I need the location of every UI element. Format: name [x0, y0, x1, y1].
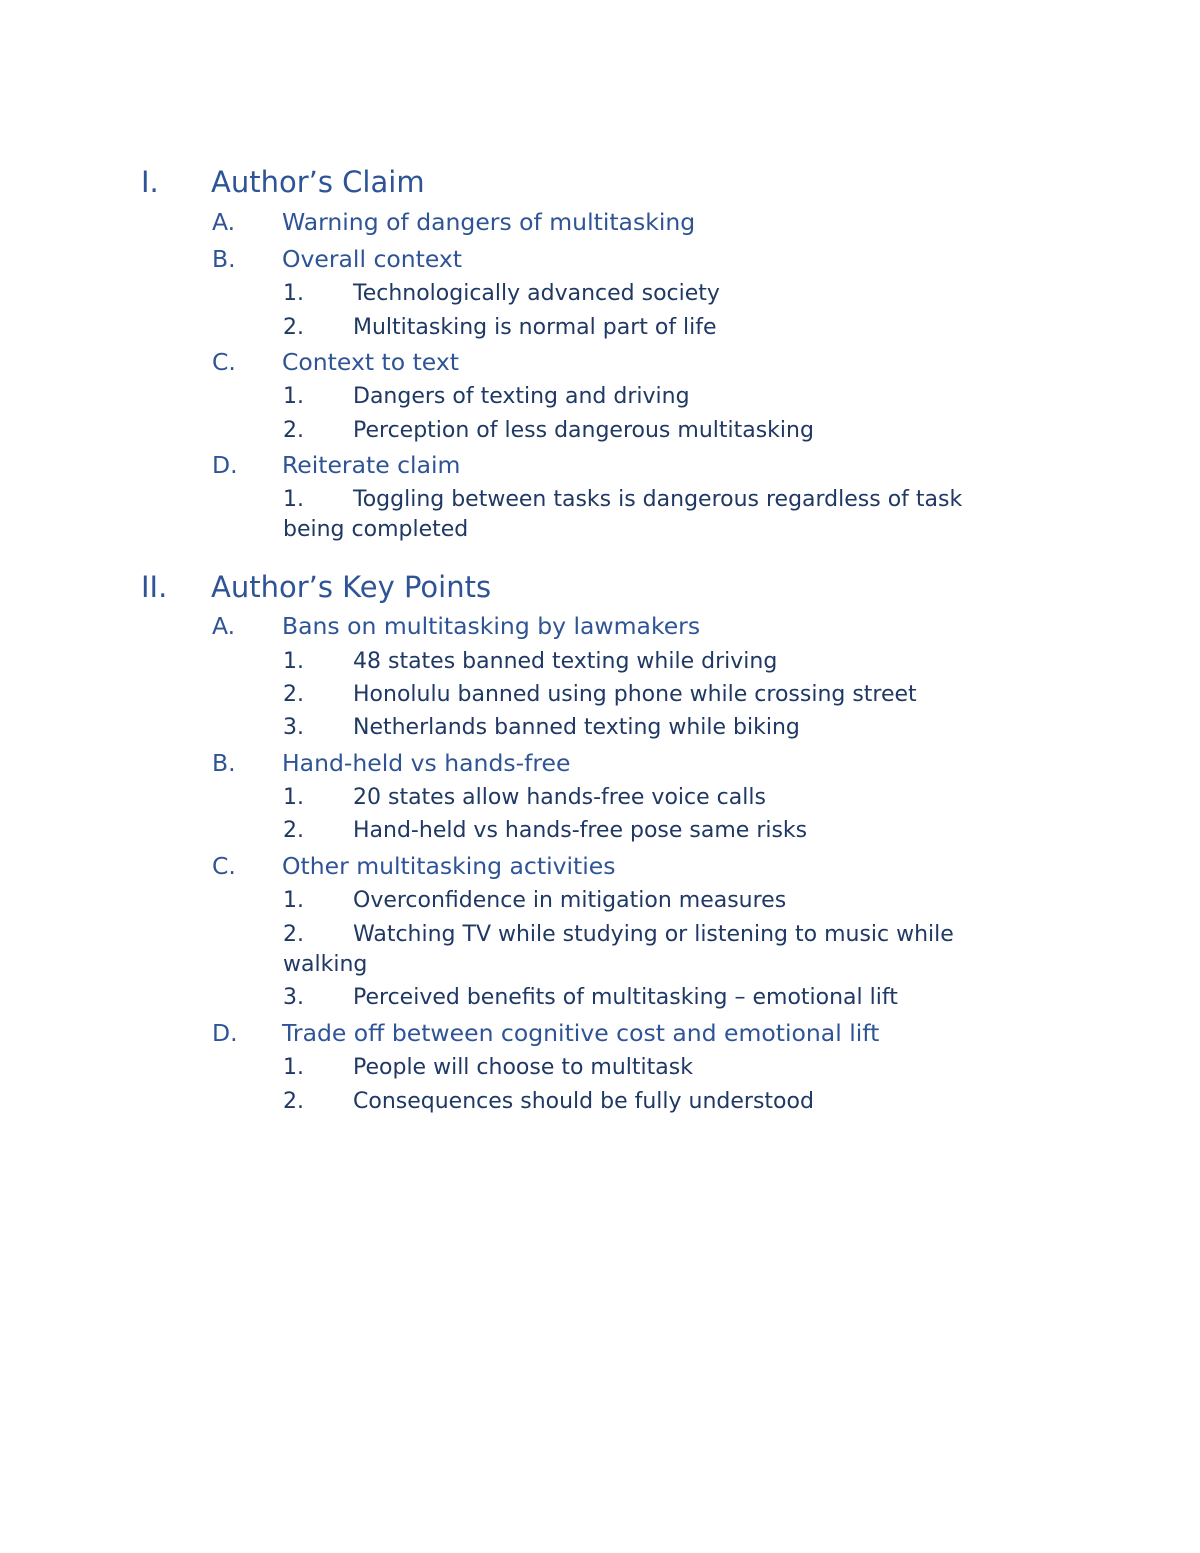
subitem-marker: 2. — [283, 682, 304, 707]
subitem-marker: 1. — [283, 487, 304, 512]
subitem-marker: 2. — [283, 818, 304, 843]
subitem-marker: 3. — [283, 985, 304, 1010]
item-text: Warning of dangers of multitasking — [282, 208, 696, 236]
subitem-marker: 2. — [283, 922, 304, 947]
subitem-marker: 2. — [283, 315, 304, 340]
item-marker: B. — [212, 749, 236, 777]
subitem-text: Hand-held vs hands-free pose same risks — [353, 818, 808, 843]
subitem-marker: 1. — [283, 649, 304, 674]
item-marker: C. — [212, 852, 236, 880]
subitem-text: 48 states banned texting while driving — [353, 649, 778, 674]
subitem-text: 20 states allow hands-free voice calls — [353, 785, 766, 810]
item-marker: D. — [212, 1019, 238, 1047]
item-marker: A. — [212, 208, 236, 236]
subitem-marker: 3. — [283, 715, 304, 740]
subitem-text: Technologically advanced society — [353, 281, 720, 306]
subitem-text: Perception of less dangerous multitasking — [353, 418, 814, 443]
subitem-text: People will choose to multitask — [353, 1055, 693, 1080]
subitem-marker: 1. — [283, 785, 304, 810]
item-marker: B. — [212, 245, 236, 273]
subitem-text: Perceived benefits of multitasking – emotional lift — [353, 985, 898, 1010]
subitem-marker: 2. — [283, 1089, 304, 1114]
subitem-marker: 1. — [283, 888, 304, 913]
subitem-text: Dangers of texting and driving — [353, 384, 690, 409]
subitem-marker: 1. — [283, 281, 304, 306]
item-text: Trade off between cognitive cost and emotional lift — [282, 1019, 880, 1047]
subitem-marker: 2. — [283, 418, 304, 443]
subitem-text: Honolulu banned using phone while crossing street — [353, 682, 917, 707]
subitem-text: Toggling between tasks is dangerous regardless of task — [353, 487, 963, 512]
item-marker: D. — [212, 451, 238, 479]
section-marker: I. — [141, 165, 159, 199]
item-text: Hand-held vs hands-free — [282, 749, 571, 777]
section-title: Author’s Claim — [211, 165, 425, 199]
item-text: Reiterate claim — [282, 451, 461, 479]
subitem-continuation: walking — [283, 952, 368, 977]
item-marker: C. — [212, 348, 236, 376]
section-title: Author’s Key Points — [211, 570, 492, 604]
subitem-text: Netherlands banned texting while biking — [353, 715, 800, 740]
subitem-marker: 1. — [283, 384, 304, 409]
item-marker: A. — [212, 612, 236, 640]
subitem-text: Consequences should be fully understood — [353, 1089, 814, 1114]
item-text: Other multitasking activities — [282, 852, 616, 880]
item-text: Context to text — [282, 348, 459, 376]
subitem-text: Watching TV while studying or listening to music while — [353, 922, 954, 947]
subitem-marker: 1. — [283, 1055, 304, 1080]
item-text: Overall context — [282, 245, 463, 273]
subitem-continuation: being completed — [283, 517, 469, 542]
subitem-text: Multitasking is normal part of life — [353, 315, 717, 340]
item-text: Bans on multitasking by lawmakers — [282, 612, 701, 640]
subitem-text: Overconfidence in mitigation measures — [353, 888, 787, 913]
section-marker: II. — [141, 570, 168, 604]
